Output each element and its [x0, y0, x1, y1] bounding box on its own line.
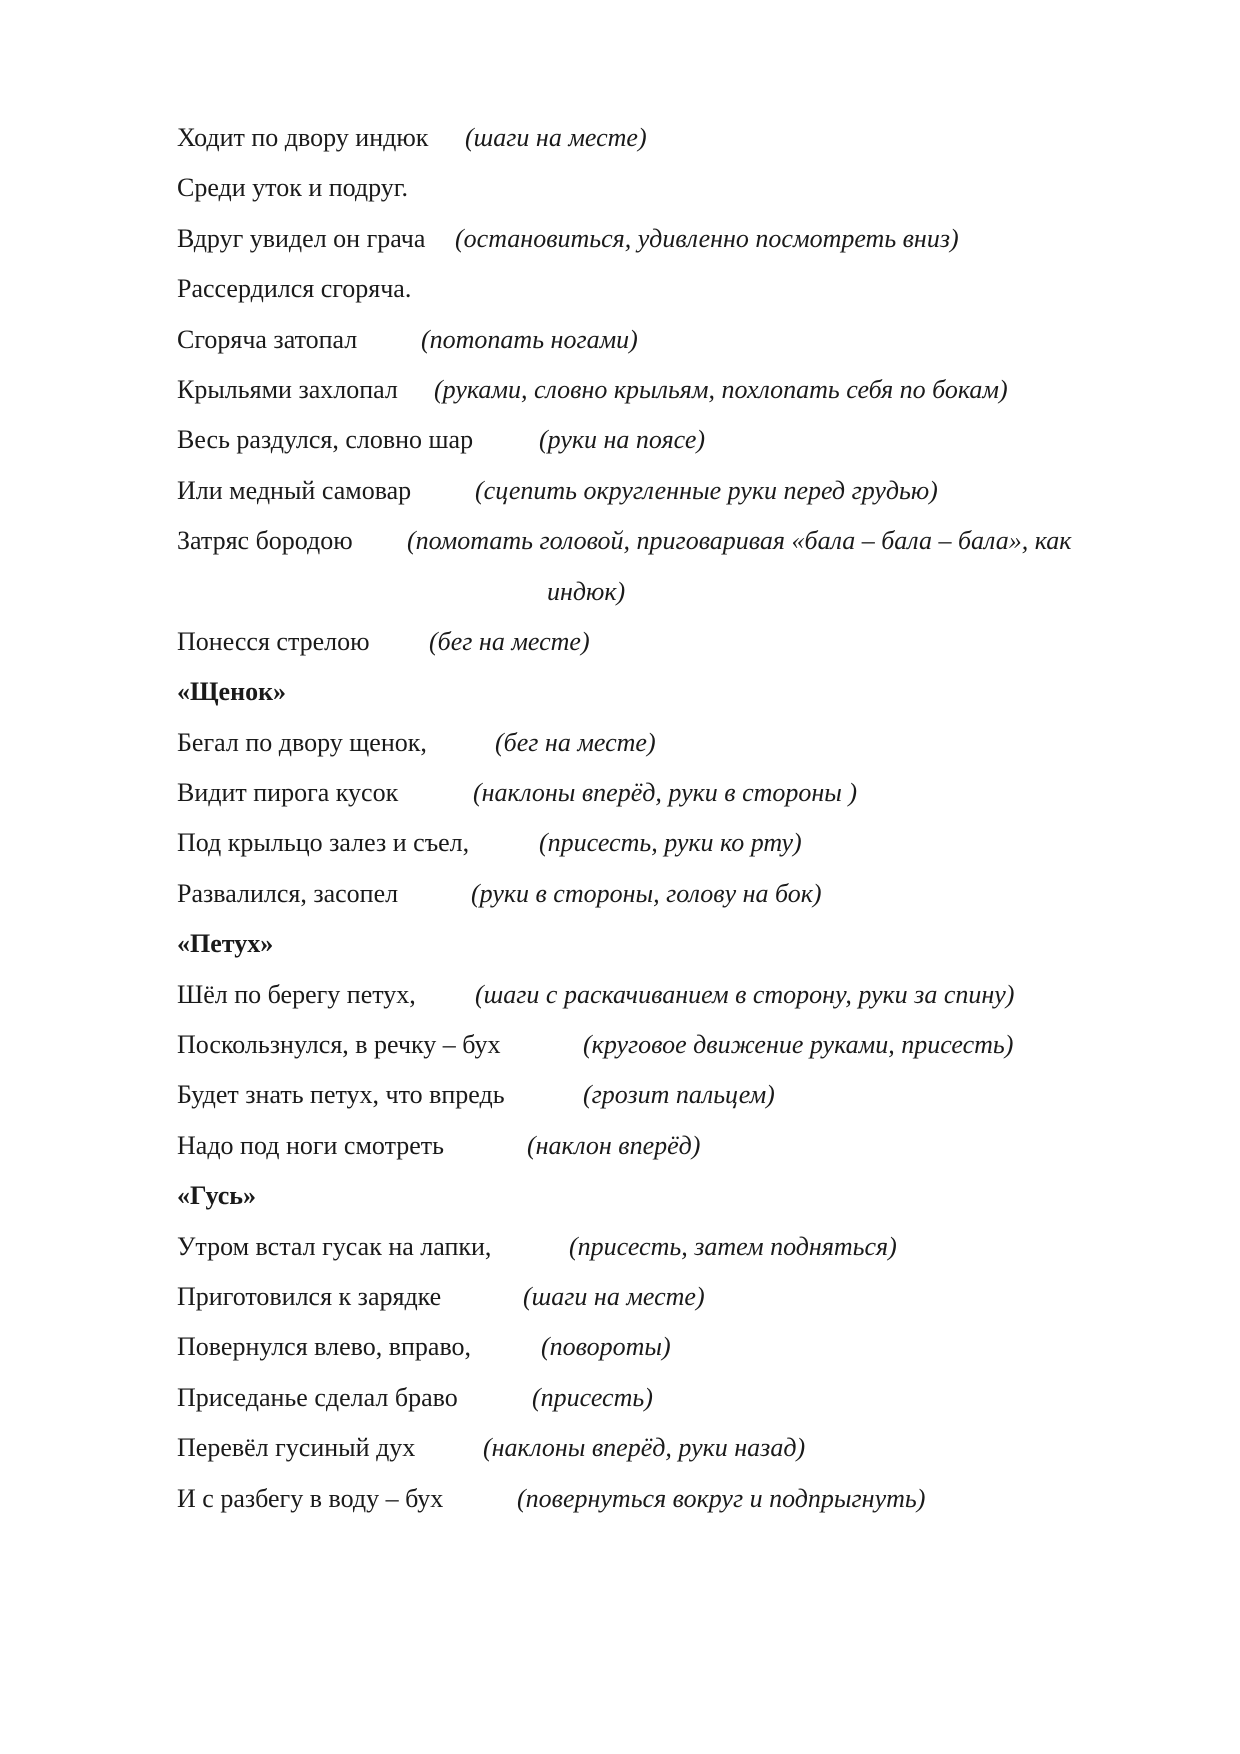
verse-line [177, 113, 1177, 163]
verse-text: Ходит по двору индюк [177, 123, 429, 152]
section-title: «Гусь» [177, 1181, 257, 1211]
verse-text: Или медный самовар [177, 475, 412, 505]
action-text: (шаги на месте) [523, 1281, 705, 1311]
verse-line [177, 1020, 1177, 1070]
verse-text: И с разбегу в воду – бух [177, 1483, 444, 1513]
verse-line [177, 718, 1177, 768]
document-page [177, 113, 1177, 1524]
verse-line [177, 1373, 1177, 1423]
action-text: (сцепить округленные руки перед грудью) [475, 475, 938, 505]
verse-line [177, 1423, 1177, 1473]
verse-text: Бегал по двору щенок, [177, 727, 427, 757]
verse-line [177, 163, 1177, 213]
verse-text: Повернулся влево, вправо, [177, 1332, 472, 1362]
verse-line [177, 415, 1177, 465]
verse-text: Надо под ноги смотреть [177, 1130, 445, 1160]
verse-text: Весь раздулся, словно шар [177, 425, 474, 455]
verse-text: Понесся стрелою [177, 626, 370, 656]
action-continuation [177, 567, 1177, 617]
verse-text: Под крыльцо залез и съел, [177, 828, 470, 858]
verse-text: Сгоряча затопал [177, 324, 358, 354]
verse-text: Крыльями захлопал [177, 374, 398, 404]
verse-text: Вдруг увидел он грача [177, 223, 426, 253]
action-text: (присесть, руки ко рту) [539, 828, 802, 858]
action-text: (грозит пальцем) [583, 1080, 775, 1110]
action-text: (присесть, затем подняться) [569, 1231, 897, 1261]
verse-line [177, 1322, 1177, 1372]
verse-text: Видит пирога кусок [177, 778, 399, 808]
verse-line [177, 264, 1177, 314]
verse-line [177, 1272, 1177, 1322]
verse-text: Поскользнулся, в речку – бух [177, 1030, 501, 1060]
verse-line [177, 1070, 1177, 1120]
verse-line [177, 1121, 1177, 1171]
verse-line [177, 1474, 1177, 1524]
verse-line [177, 365, 1177, 415]
action-text: (наклоны вперёд, руки назад) [483, 1433, 806, 1463]
action-text: (потопать ногами) [421, 324, 638, 354]
section-title: «Щенок» [177, 677, 287, 707]
action-text: (бег на месте) [429, 626, 590, 656]
verse-line [177, 466, 1177, 516]
action-text: (шаги с раскачиванием в сторону, руки за спину) [475, 979, 1015, 1009]
section-title: «Петух» [177, 929, 274, 959]
action-text: (бег на месте) [495, 727, 656, 757]
action-text: (шаги на месте) [465, 123, 647, 152]
action-text: индюк) [547, 576, 626, 606]
action-text: (повернуться вокруг и подпрыгнуть) [517, 1483, 926, 1513]
action-text: (наклон вперёд) [527, 1130, 701, 1160]
verse-line [177, 315, 1177, 365]
verse-line [177, 617, 1177, 667]
verse-line [177, 818, 1177, 868]
verse-text: Перевёл гусиный дух [177, 1433, 416, 1463]
verse-text: Шёл по берегу петух, [177, 979, 416, 1009]
action-text: (руки на поясе) [539, 425, 706, 455]
verse-line [177, 869, 1177, 919]
verse-text: Утром встал гусак на лапки, [177, 1231, 492, 1261]
action-text: (круговое движение руками, присесть) [583, 1030, 1014, 1060]
verse-line [177, 970, 1177, 1020]
verse-text: Приседанье сделал браво [177, 1382, 458, 1412]
action-text: (остановиться, удивленно посмотреть вниз) [455, 223, 959, 253]
verse-text: Приготовился к зарядке [177, 1281, 442, 1311]
action-text: (руками, словно крыльям, похлопать себя по бокам) [434, 374, 1008, 404]
verse-line [177, 214, 1177, 264]
action-text: (наклоны вперёд, руки в стороны ) [473, 778, 858, 808]
verse-text: Рассердился сгоряча. [177, 274, 412, 304]
action-text: (присесть) [532, 1382, 653, 1412]
action-text: (руки в стороны, голову на бок) [471, 878, 822, 908]
verse-text: Среди уток и подруг. [177, 173, 409, 203]
verse-line [177, 516, 1177, 566]
verse-text: Развалился, засопел [177, 878, 399, 908]
verse-text: Будет знать петух, что впредь [177, 1080, 505, 1110]
verse-text: Затряс бородою [177, 526, 353, 556]
action-text: (помотать головой, приговаривая «бала – бала – бала», как [407, 526, 1072, 556]
action-text: (повороты) [541, 1332, 671, 1362]
verse-line [177, 1222, 1177, 1272]
verse-line [177, 768, 1177, 818]
